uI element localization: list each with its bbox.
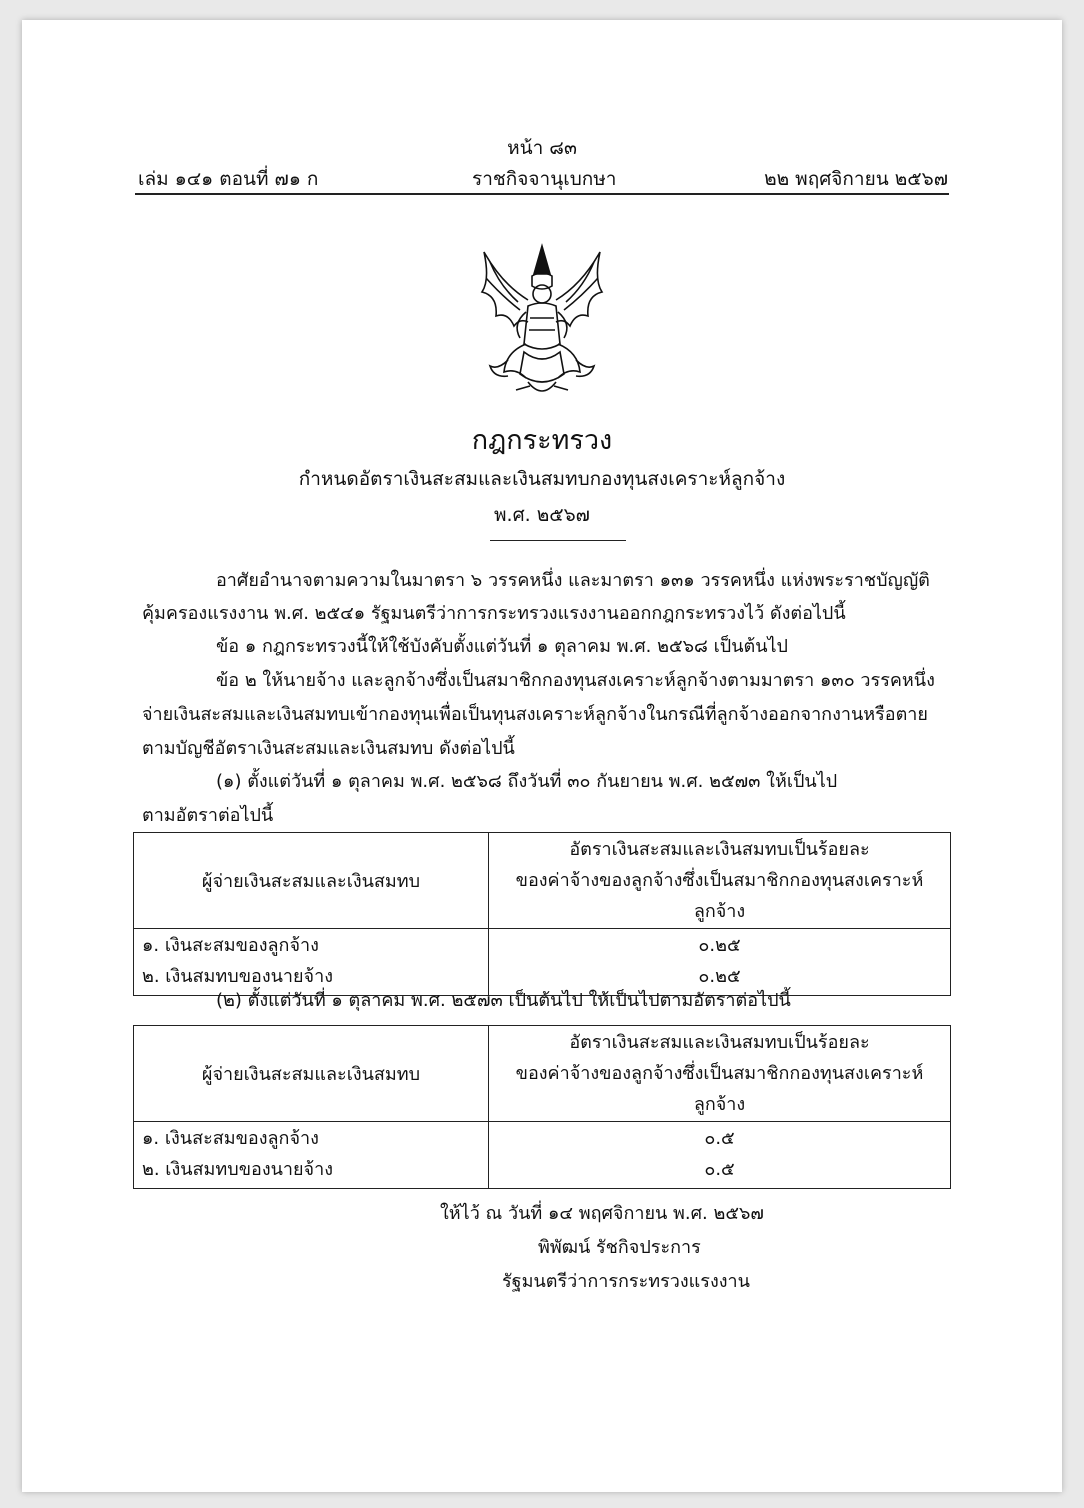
rate-value: ๐.๒๕ xyxy=(698,935,741,956)
payer-item: ๑. เงินสะสมของลูกจ้าง xyxy=(142,935,319,956)
preamble-line-1: อาศัยอำนาจตามความในมาตรา ๖ วรรคหนึ่ง และมาตรา ๑๓๑ วรรคหนึ่ง แห่งพระราชบัญญัติ xyxy=(216,570,930,591)
rate-header-line-2: ของค่าจ้างของลูกจ้างซึ่งเป็นสมาชิกกองทุนสงเคราะห์ลูกจ้าง xyxy=(515,1063,924,1115)
rate-cell xyxy=(489,1122,951,1189)
payer-item: ๑. เงินสะสมของลูกจ้าง xyxy=(142,1128,319,1149)
rate-table-1 xyxy=(133,832,951,996)
clause-2-line-2: จ่ายเงินสะสมและเงินสมทบเข้ากองทุนเพื่อเป็นทุนสงเคราะห์ลูกจ้างในกรณีที่ลูกจ้างออกจากงานหรือตาย xyxy=(142,704,928,725)
payer-item: ๒. เงินสมทบของนายจ้าง xyxy=(142,966,334,987)
page-number: หน้า ๘๓ xyxy=(507,137,577,159)
document-subtitle: กำหนดอัตราเงินสะสมและเงินสมทบกองทุนสงเคราะห์ลูกจ้าง xyxy=(298,468,786,490)
table-header-row xyxy=(134,1026,951,1122)
rate-value: ๐.๒๕ xyxy=(698,966,741,987)
gazette-date: ๒๒ พฤศจิกายน ๒๕๖๗ xyxy=(764,168,948,190)
item-2: (๒) ตั้งแต่วันที่ ๑ ตุลาคม พ.ศ. ๒๕๗๓ เป็นต้นไป ให้เป็นไปตามอัตราต่อไปนี้ xyxy=(216,990,791,1011)
signatory-name: พิพัฒน์ รัชกิจประการ xyxy=(538,1237,701,1258)
document-year: พ.ศ. ๒๕๖๗ xyxy=(494,504,590,526)
rate-column-header xyxy=(489,1026,951,1122)
rate-value: ๐.๕ xyxy=(704,1159,735,1180)
item-1-line-1: (๑) ตั้งแต่วันที่ ๑ ตุลาคม พ.ศ. ๒๕๖๘ ถึงวันที่ ๓๐ กันยายน พ.ศ. ๒๕๗๓ ให้เป็นไป xyxy=(216,771,838,792)
table-header-row xyxy=(134,833,951,929)
document-title: กฎกระทรวง xyxy=(471,425,613,456)
volume-issue: เล่ม ๑๔๑ ตอนที่ ๗๑ ก xyxy=(138,168,319,190)
payer-column-header: ผู้จ่ายเงินสะสมและเงินสมทบ xyxy=(134,1026,489,1122)
signing-date: ให้ไว้ ณ วันที่ ๑๔ พฤศจิกายน พ.ศ. ๒๕๖๗ xyxy=(440,1203,764,1224)
rate-header-line-1: อัตราเงินสะสมและเงินสมทบเป็นร้อยละ xyxy=(569,1032,870,1053)
garuda-emblem-icon xyxy=(468,240,616,406)
rate-header-line-2: ของค่าจ้างของลูกจ้างซึ่งเป็นสมาชิกกองทุนสงเคราะห์ลูกจ้าง xyxy=(515,870,924,922)
table-row xyxy=(134,1122,951,1189)
rate-header-line-1: อัตราเงินสะสมและเงินสมทบเป็นร้อยละ xyxy=(569,839,870,860)
title-divider xyxy=(490,540,626,541)
gazette-name: ราชกิจจานุเบกษา xyxy=(472,168,617,190)
rate-column-header xyxy=(489,833,951,929)
signatory-position: รัฐมนตรีว่าการกระทรวงแรงงาน xyxy=(502,1271,750,1292)
rate-value: ๐.๕ xyxy=(704,1128,735,1149)
rate-table-2 xyxy=(133,1025,951,1189)
header-divider xyxy=(135,193,949,195)
payer-column-header: ผู้จ่ายเงินสะสมและเงินสมทบ xyxy=(134,833,489,929)
clause-2-line-3: ตามบัญชีอัตราเงินสะสมและเงินสมทบ ดังต่อไปนี้ xyxy=(142,738,515,759)
gazette-header xyxy=(138,164,948,192)
clause-2-line-1: ข้อ ๒ ให้นายจ้าง และลูกจ้างซึ่งเป็นสมาชิกกองทุนสงเคราะห์ลูกจ้างตามมาตรา ๑๓๐ วรรคหนึ่ง xyxy=(216,670,935,691)
clause-1: ข้อ ๑ กฎกระทรวงนี้ให้ใช้บังคับตั้งแต่วันที่ ๑ ตุลาคม พ.ศ. ๒๕๖๘ เป็นต้นไป xyxy=(216,636,788,657)
payer-cell xyxy=(134,1122,489,1189)
payer-item: ๒. เงินสมทบของนายจ้าง xyxy=(142,1159,334,1180)
preamble-line-2: คุ้มครองแรงงาน พ.ศ. ๒๕๔๑ รัฐมนตรีว่าการกระทรวงแรงงานออกกฎกระทรวงไว้ ดังต่อไปนี้ xyxy=(142,603,846,624)
item-1-line-2: ตามอัตราต่อไปนี้ xyxy=(142,805,274,826)
